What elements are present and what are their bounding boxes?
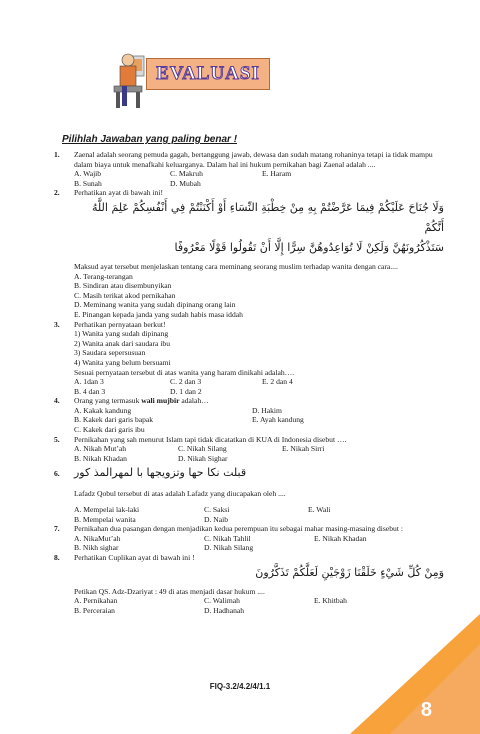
question-followup: Sesuai pernyataan tersebut di atas wanita yang haram dinikahi adalah…. <box>74 367 295 377</box>
statement-item: 2) Wanita anak dari saudara ibu <box>74 338 171 348</box>
option: D. Hakim <box>252 405 282 415</box>
option: A. Nikah Mut’ah <box>74 444 127 454</box>
option: E. Khitbah <box>314 596 347 606</box>
question-text: Zaenal adalah seorang pemuda gagah, bertanggung jawab, dewasa dan sudah matang rohaninya tetapi ia tidak mampu dalam biaya untuk menafkahi keluarganya. Dalam hal ini hukum pernikahan bagi Zaenal adalah .... <box>74 150 433 169</box>
option: E. 2 dan 4 <box>262 377 293 387</box>
question-text: Perhatikan Cuplikan ayat di bawah ini ! <box>74 553 195 562</box>
question-number: 8. <box>54 553 60 562</box>
option: D. Nikah Silang <box>204 543 254 553</box>
question-2 <box>54 188 444 319</box>
option: E. Pinangan kepada janda yang sudah habis masa iddah <box>74 309 243 319</box>
question-1 <box>54 150 444 188</box>
header <box>108 48 288 110</box>
document-code: FIQ-3.2/4.2/4/1.1 <box>209 682 271 691</box>
arabic-verse-line-2: سَتَذْكُرُونَهُنَّ وَلَكِنْ لَا تُوَاعِدُوهُنَّ سِرًّا إِلَّا أَنْ تَقُولُوا قَوْلًا مَعْرُوفًا <box>174 240 444 254</box>
question-7 <box>54 524 444 553</box>
question-number: 5. <box>54 434 60 444</box>
question-number: 2. <box>54 188 60 198</box>
question-number: 4. <box>54 396 60 406</box>
option: C. Saksi <box>204 505 230 515</box>
corner-decoration <box>350 614 480 734</box>
option: B. Nikh sighar <box>74 543 119 553</box>
question-8 <box>54 553 444 615</box>
question-3 <box>54 320 444 397</box>
option: A. Kakak kandung <box>74 405 132 415</box>
option: A. Wajib <box>74 169 102 179</box>
option: C. Masih terikat akod pernikahan <box>74 290 176 300</box>
question-text: Orang yang termasuk <box>74 396 142 406</box>
option: B. Kakek dari garis bapak <box>74 415 154 425</box>
question-6 <box>54 463 444 524</box>
option: E. Nikah Sirri <box>282 444 325 454</box>
arabic-qobul-text: قبلت نكا حها وتزويجها با لمهرالمذ كور <box>74 466 247 480</box>
option: D. Hadhanah <box>204 605 245 615</box>
page-number: 8 <box>420 699 432 721</box>
instruction-text: Pilihlah Jawaban yang paling benar ! <box>62 134 238 145</box>
question-number: 6. <box>54 469 60 479</box>
option: A. Terang-terangan <box>74 271 133 281</box>
title-banner <box>146 58 270 90</box>
statement-item: 3) Saudara sepersusuan <box>74 348 146 358</box>
question-number: 7. <box>54 524 60 534</box>
question-4 <box>54 396 444 434</box>
arabic-verse: وَمِنْ كُلِّ شَيْءٍ خَلَقْنَا زَوْجَيْنِ لَعَلَّكُمْ تَذَكَّرُونَ <box>255 565 444 579</box>
option: A. 1dan 3 <box>74 377 104 387</box>
option: B. Perceraian <box>74 605 115 615</box>
option: B. Mempelai wanita <box>74 514 136 524</box>
question-followup: Maksud ayat tersebut menjelaskan tentang cara meminang seorang muslim terhadap wanita dengan cara.... <box>74 261 398 271</box>
question-followup: Petikan QS. Adz-Dzariyat : 49 di atas menjadi dasar hukum .... <box>74 586 265 596</box>
question-text: Pernikahan dua pasangan dengan menjadikan kedua perempuan itu sebagai mahar masing-masaing disebut : <box>74 524 403 534</box>
question-text-end: adalah… <box>179 396 209 406</box>
statement-item: 4) Wanita yang belum bersuami <box>74 357 171 367</box>
option: C. Nikah Silang <box>178 444 227 454</box>
option: B. Nikah Khadan <box>74 453 127 463</box>
option: E. Wali <box>308 505 331 515</box>
option: E. Haram <box>262 169 292 179</box>
arabic-verse-line-1: وَلَا جُنَاحَ عَلَيْكُمْ فِيمَا عَرَّضْتُمْ بِهِ مِنْ خِطْبَةِ النِّسَاءِ أَوْ أَكْنَنْتُمْ فِي أَنْفُسِكُمْ عَلِمَ اللَّهُ أَنَّكُمْ <box>92 200 444 234</box>
option: B. Sindiran atau disembunyikan <box>74 281 172 291</box>
option: D. Naib <box>204 514 229 524</box>
option: E. Nikah Khadan <box>314 533 367 543</box>
question-number: 3. <box>54 319 60 329</box>
option: C. 2 dan 3 <box>170 377 202 387</box>
question-text: Lafadz Qobul tersebut di atas adalah Lafadz yang diucapakan oleh .... <box>74 489 286 499</box>
question-keyword: wali mujbir <box>141 396 180 406</box>
question-5 <box>54 435 444 464</box>
question-number: 1. <box>54 150 60 159</box>
option: A. Pernikahan <box>74 596 118 606</box>
statement-item: 1) Wanita yang sudah dipinang <box>74 329 169 339</box>
question-text: Perhatikan ayat di bawah ini! <box>74 188 163 198</box>
option: A. NikaMut’ah <box>74 533 121 543</box>
option: C. Nikah Tahlil <box>204 533 251 543</box>
question-text: Pernikahan yang sah menurut Islam tapi tidak dicatatkan di KUA di Indonesia disebut …. <box>74 434 347 444</box>
question-list <box>54 150 444 615</box>
question-text: Perhatikan pernyataan berkut! <box>74 319 166 329</box>
option: B. 4 dan 3 <box>74 386 106 396</box>
option: D. Nikah Sighar <box>178 453 228 463</box>
option: E. Ayah kandung <box>252 415 304 425</box>
page-title: EVALUASI <box>156 63 260 84</box>
option: C. Kakek dari garis ibu <box>74 425 145 435</box>
option: B. Sunah <box>74 178 102 188</box>
option: A. Mempelai lak-laki <box>74 505 140 515</box>
option: C. Walimah <box>204 596 240 606</box>
option: D. Meminang wanita yang sudah dipinang orang lain <box>74 300 236 310</box>
option: D. 1 dan 2 <box>170 386 202 396</box>
option: D. Mubah <box>170 178 201 188</box>
option: C. Makruh <box>170 169 203 179</box>
